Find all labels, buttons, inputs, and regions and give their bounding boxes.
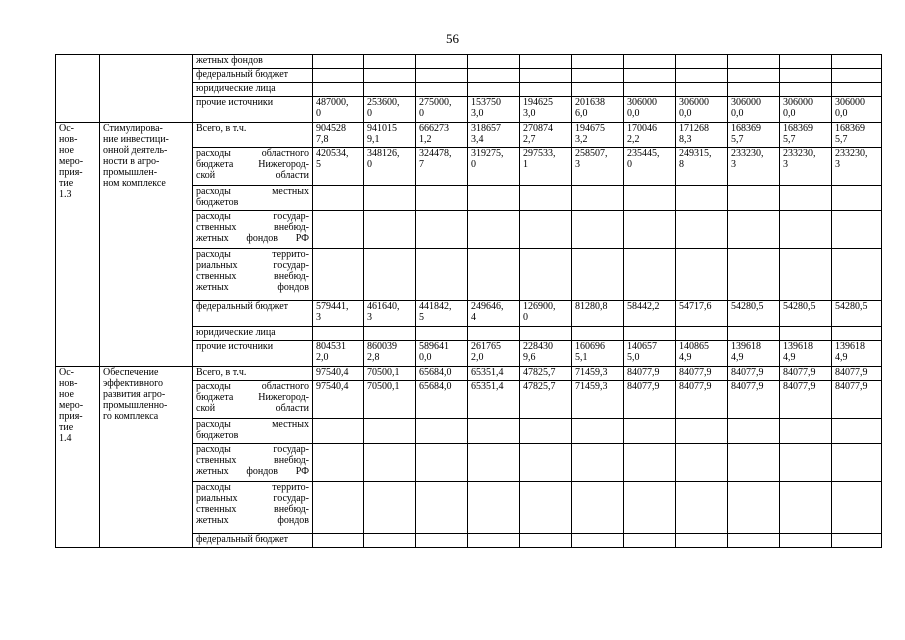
- value-cell: [572, 69, 624, 83]
- value-cell: [364, 419, 416, 444]
- value-cell: [364, 211, 416, 249]
- value-cell: [468, 482, 520, 534]
- value-cell: [364, 69, 416, 83]
- value-cell: [676, 419, 728, 444]
- value-cell: [468, 327, 520, 341]
- value-cell: [832, 534, 882, 548]
- value-cell: [313, 327, 364, 341]
- value-cell: [676, 534, 728, 548]
- value-cell: 58442,2: [624, 301, 676, 327]
- value-cell: [520, 482, 572, 534]
- value-cell: [780, 444, 832, 482]
- funding-source-label: расходы областного бюджета Нижегород- ской области: [193, 381, 313, 419]
- value-cell: 348126, 0: [364, 148, 416, 186]
- funding-source-label: Всего, в т.ч.: [193, 367, 313, 381]
- value-cell: 233230, 3: [780, 148, 832, 186]
- value-cell: 168369 5,7: [728, 123, 780, 148]
- funding-source-label: расходы террито- риальных государ- ственных внебюд- жетных фондов: [193, 482, 313, 534]
- value-cell: [624, 444, 676, 482]
- value-cell: 47825,7: [520, 381, 572, 419]
- value-cell: [832, 211, 882, 249]
- value-cell: [520, 69, 572, 83]
- value-cell: [520, 211, 572, 249]
- funding-source-label: федеральный бюджет: [193, 69, 313, 83]
- value-cell: [780, 249, 832, 301]
- value-cell: 589641 0,0: [416, 341, 468, 367]
- value-cell: 54280,5: [780, 301, 832, 327]
- value-cell: 54280,5: [728, 301, 780, 327]
- value-cell: 84077,9: [728, 367, 780, 381]
- value-cell: [624, 83, 676, 97]
- value-cell: [728, 249, 780, 301]
- value-cell: 153750 3,0: [468, 97, 520, 123]
- value-cell: [832, 327, 882, 341]
- value-cell: 441842, 5: [416, 301, 468, 327]
- value-cell: 97540,4: [313, 367, 364, 381]
- value-cell: 70500,1: [364, 381, 416, 419]
- value-cell: 904528 7,8: [313, 123, 364, 148]
- value-cell: 71459,3: [572, 381, 624, 419]
- value-cell: 65684,0: [416, 381, 468, 419]
- value-cell: 233230, 3: [728, 148, 780, 186]
- value-cell: [832, 482, 882, 534]
- value-cell: [676, 249, 728, 301]
- value-cell: 487000, 0: [313, 97, 364, 123]
- funding-source-label: расходы террито- риальных государ- ственных внебюд- жетных фондов: [193, 249, 313, 301]
- value-cell: [572, 55, 624, 69]
- value-cell: 160696 5,1: [572, 341, 624, 367]
- value-cell: 194625 3,0: [520, 97, 572, 123]
- value-cell: [468, 534, 520, 548]
- value-cell: [416, 186, 468, 211]
- value-cell: [313, 211, 364, 249]
- value-cell: [780, 419, 832, 444]
- funding-source-label: Всего, в т.ч.: [193, 123, 313, 148]
- value-cell: [780, 534, 832, 548]
- value-cell: 228430 9,6: [520, 341, 572, 367]
- value-cell: [676, 186, 728, 211]
- value-cell: 579441, 3: [313, 301, 364, 327]
- value-cell: 420534, 5: [313, 148, 364, 186]
- value-cell: 249646, 4: [468, 301, 520, 327]
- value-cell: [624, 211, 676, 249]
- value-cell: 84077,9: [780, 381, 832, 419]
- value-cell: 84077,9: [676, 367, 728, 381]
- funding-source-label: жетных фондов: [193, 55, 313, 69]
- value-cell: [780, 55, 832, 69]
- value-cell: 84077,9: [728, 381, 780, 419]
- funding-source-label: прочие источники: [193, 341, 313, 367]
- value-cell: 65684,0: [416, 367, 468, 381]
- value-cell: 84077,9: [624, 367, 676, 381]
- value-cell: 306000 0,0: [728, 97, 780, 123]
- value-cell: 47825,7: [520, 367, 572, 381]
- value-cell: [624, 534, 676, 548]
- value-cell: 249315, 8: [676, 148, 728, 186]
- value-cell: [624, 482, 676, 534]
- value-cell: [832, 55, 882, 69]
- value-cell: 139618 4,9: [780, 341, 832, 367]
- value-cell: 235445, 0: [624, 148, 676, 186]
- page-number: 56: [446, 31, 459, 46]
- value-cell: 941015 9,1: [364, 123, 416, 148]
- value-cell: 65351,4: [468, 367, 520, 381]
- value-cell: [313, 249, 364, 301]
- funding-source-label: расходы местных бюджетов: [193, 186, 313, 211]
- value-cell: [416, 419, 468, 444]
- value-cell: 54280,5: [832, 301, 882, 327]
- value-cell: 139618 4,9: [728, 341, 780, 367]
- value-cell: 168369 5,7: [832, 123, 882, 148]
- value-cell: [780, 69, 832, 83]
- value-cell: 319275, 0: [468, 148, 520, 186]
- value-cell: [416, 69, 468, 83]
- value-cell: [364, 83, 416, 97]
- measure-code: [56, 55, 100, 123]
- measure-name: Обеспечение эффективного развития агро- промышленно- го комплекса: [100, 367, 193, 548]
- value-cell: 253600, 0: [364, 97, 416, 123]
- value-cell: [624, 69, 676, 83]
- value-cell: [364, 444, 416, 482]
- value-cell: [416, 211, 468, 249]
- table-row: [56, 123, 882, 148]
- value-cell: [468, 419, 520, 444]
- value-cell: [728, 83, 780, 97]
- value-cell: [624, 419, 676, 444]
- value-cell: 860039 2,8: [364, 341, 416, 367]
- value-cell: [728, 55, 780, 69]
- value-cell: [313, 55, 364, 69]
- value-cell: 71459,3: [572, 367, 624, 381]
- value-cell: [416, 534, 468, 548]
- value-cell: [313, 419, 364, 444]
- value-cell: [728, 186, 780, 211]
- value-cell: 306000 0,0: [832, 97, 882, 123]
- value-cell: 297533, 1: [520, 148, 572, 186]
- value-cell: [313, 186, 364, 211]
- value-cell: [676, 482, 728, 534]
- funding-source-label: юридические лица: [193, 83, 313, 97]
- value-cell: 261765 2,0: [468, 341, 520, 367]
- value-cell: [728, 69, 780, 83]
- value-cell: 139618 4,9: [832, 341, 882, 367]
- value-cell: [468, 211, 520, 249]
- value-cell: 306000 0,0: [780, 97, 832, 123]
- value-cell: [728, 211, 780, 249]
- measure-code: Ос- нов- ное меро- прия- тие 1.4: [56, 367, 100, 548]
- value-cell: 171268 8,3: [676, 123, 728, 148]
- value-cell: [572, 249, 624, 301]
- funding-source-label: расходы государ- ственных внебюд- жетных фондов РФ: [193, 211, 313, 249]
- value-cell: [416, 55, 468, 69]
- value-cell: [416, 482, 468, 534]
- value-cell: [364, 534, 416, 548]
- funding-source-label: юридические лица: [193, 327, 313, 341]
- value-cell: [416, 83, 468, 97]
- value-cell: [832, 186, 882, 211]
- value-cell: [832, 249, 882, 301]
- value-cell: [676, 69, 728, 83]
- funding-source-label: федеральный бюджет: [193, 301, 313, 327]
- value-cell: 84077,9: [676, 381, 728, 419]
- value-cell: [520, 534, 572, 548]
- value-cell: 201638 6,0: [572, 97, 624, 123]
- value-cell: [520, 249, 572, 301]
- value-cell: [676, 55, 728, 69]
- funding-source-label: расходы государ- ственных внебюд- жетных фондов РФ: [193, 444, 313, 482]
- funding-source-label: федеральный бюджет: [193, 534, 313, 548]
- measure-name: [100, 55, 193, 123]
- value-cell: [572, 83, 624, 97]
- value-cell: [313, 69, 364, 83]
- value-cell: [780, 186, 832, 211]
- value-cell: [468, 69, 520, 83]
- value-cell: 126900, 0: [520, 301, 572, 327]
- value-cell: [728, 444, 780, 482]
- value-cell: 306000 0,0: [676, 97, 728, 123]
- value-cell: [780, 327, 832, 341]
- value-cell: 84077,9: [624, 381, 676, 419]
- value-cell: [832, 419, 882, 444]
- value-cell: 275000, 0: [416, 97, 468, 123]
- value-cell: 258507, 3: [572, 148, 624, 186]
- value-cell: [624, 55, 676, 69]
- value-cell: [832, 69, 882, 83]
- value-cell: 84077,9: [832, 381, 882, 419]
- value-cell: 306000 0,0: [624, 97, 676, 123]
- value-cell: [520, 83, 572, 97]
- funding-source-label: расходы местных бюджетов: [193, 419, 313, 444]
- value-cell: [676, 83, 728, 97]
- value-cell: [728, 534, 780, 548]
- measure-code: Ос- нов- ное меро- прия- тие 1.3: [56, 123, 100, 367]
- value-cell: [313, 534, 364, 548]
- value-cell: [520, 186, 572, 211]
- value-cell: [728, 482, 780, 534]
- value-cell: [468, 249, 520, 301]
- value-cell: 65351,4: [468, 381, 520, 419]
- value-cell: [468, 55, 520, 69]
- value-cell: 54717,6: [676, 301, 728, 327]
- value-cell: [416, 327, 468, 341]
- value-cell: 233230, 3: [832, 148, 882, 186]
- value-cell: [676, 211, 728, 249]
- value-cell: 804531 2,0: [313, 341, 364, 367]
- value-cell: 84077,9: [780, 367, 832, 381]
- value-cell: [572, 186, 624, 211]
- value-cell: [364, 186, 416, 211]
- value-cell: [520, 327, 572, 341]
- value-cell: 324478, 7: [416, 148, 468, 186]
- value-cell: [520, 444, 572, 482]
- value-cell: [468, 444, 520, 482]
- value-cell: [780, 482, 832, 534]
- value-cell: [572, 419, 624, 444]
- value-cell: [676, 444, 728, 482]
- value-cell: [624, 249, 676, 301]
- value-cell: [468, 186, 520, 211]
- value-cell: [468, 83, 520, 97]
- value-cell: [364, 482, 416, 534]
- value-cell: [832, 83, 882, 97]
- value-cell: [364, 249, 416, 301]
- value-cell: 81280,8: [572, 301, 624, 327]
- value-cell: 170046 2,2: [624, 123, 676, 148]
- value-cell: [780, 211, 832, 249]
- measure-name: Стимулирова- ние инвестици- онной деятель- ности в агро- промышлен- ном комплексе: [100, 123, 193, 367]
- value-cell: 270874 2,7: [520, 123, 572, 148]
- value-cell: [520, 55, 572, 69]
- value-cell: 168369 5,7: [780, 123, 832, 148]
- value-cell: [572, 534, 624, 548]
- value-cell: 84077,9: [832, 367, 882, 381]
- value-cell: [728, 327, 780, 341]
- funding-source-label: прочие источники: [193, 97, 313, 123]
- value-cell: [313, 444, 364, 482]
- table-row: [56, 367, 882, 381]
- budget-table: [55, 54, 882, 548]
- value-cell: [364, 55, 416, 69]
- value-cell: 70500,1: [364, 367, 416, 381]
- table-row: [56, 55, 882, 69]
- value-cell: [572, 211, 624, 249]
- value-cell: [624, 186, 676, 211]
- value-cell: [416, 444, 468, 482]
- value-cell: [572, 444, 624, 482]
- value-cell: [416, 249, 468, 301]
- value-cell: 140865 4,9: [676, 341, 728, 367]
- value-cell: [832, 444, 882, 482]
- funding-source-label: расходы областного бюджета Нижегород- ской области: [193, 148, 313, 186]
- value-cell: [624, 327, 676, 341]
- value-cell: [780, 83, 832, 97]
- value-cell: 666273 1,2: [416, 123, 468, 148]
- value-cell: [572, 482, 624, 534]
- value-cell: 97540,4: [313, 381, 364, 419]
- value-cell: 140657 5,0: [624, 341, 676, 367]
- value-cell: 461640, 3: [364, 301, 416, 327]
- value-cell: [313, 83, 364, 97]
- value-cell: 318657 3,4: [468, 123, 520, 148]
- value-cell: 194675 3,2: [572, 123, 624, 148]
- value-cell: [364, 327, 416, 341]
- value-cell: [313, 482, 364, 534]
- value-cell: [728, 419, 780, 444]
- value-cell: [520, 419, 572, 444]
- value-cell: [676, 327, 728, 341]
- value-cell: [572, 327, 624, 341]
